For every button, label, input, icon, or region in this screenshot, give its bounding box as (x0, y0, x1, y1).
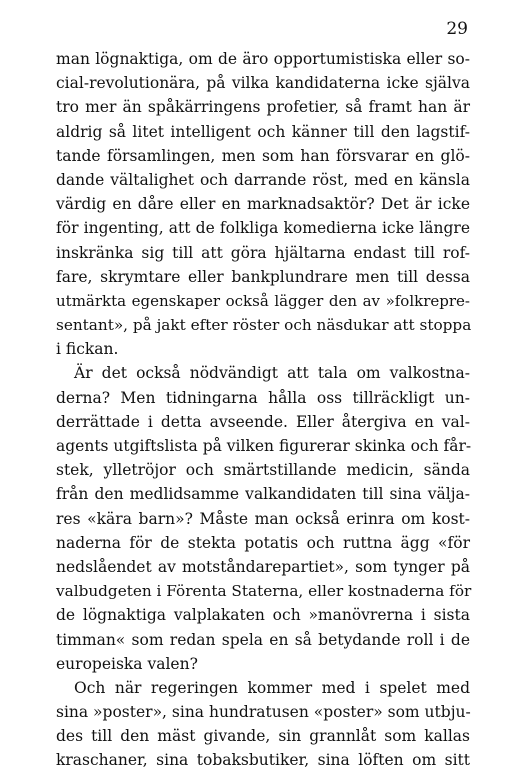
text-line: europeiska valen? (56, 654, 198, 673)
text-line: aldrig så litet intelligent och känner till den lagstif- (56, 122, 470, 141)
text-line: de lögnaktiga valplakaten och »manövrerna i sista (56, 606, 470, 625)
text-line: värdig en dåre eller en marknadsaktör? Det är icke (56, 195, 470, 214)
text-line: cial-revolutionära, på vilka kandidaterna icke själva (56, 74, 470, 93)
text-line: kraschaner, sina tobaksbutiker, sina löften om sitt (56, 751, 470, 770)
text-line: valbudgeten i Förenta Staterna, eller kostnaderna för (56, 582, 472, 601)
text-line: sentant», på jakt efter röster och näsdukar att stoppa (56, 316, 472, 335)
text-line: sina »poster», sina hundratusen «poster» som utbju- (56, 703, 471, 722)
text-line: i fickan. (56, 340, 119, 359)
text-line: inskränka sig till att göra hjältarna endast till rof- (56, 243, 470, 262)
text-line: Och när regeringen kommer med i spelet med (74, 678, 470, 697)
page-number: 29 (446, 19, 468, 39)
text-line: fare, skrymtare eller bankplundrare men till dessa (56, 267, 470, 286)
text-line: res «kära barn»? Måste man också erinra om kost- (56, 509, 470, 528)
text-line: tro mer än spåkärringens profetier, så framt han är (56, 98, 470, 117)
text-line: des till den mäst givande, sin grannlåt som kallas (56, 727, 470, 746)
text-line: dande vältalighet och darrande röst, med en känsla (56, 170, 470, 189)
text-line: man lögnaktiga, om de äro opportumistiska eller so- (56, 50, 470, 68)
text-line: nedslåendet av motståndarepartiet», som tynger på (56, 557, 470, 576)
text-line: agents utgiftslista på vilken figurerar skinka och får- (56, 437, 472, 455)
text-line: derna? Men tidningarna hålla oss tillräckligt un- (56, 388, 470, 407)
text-line: derrättade i detta avseende. Eller återgiva en val- (56, 412, 470, 431)
text-line: tande församlingen, men som han försvarar en glö- (56, 146, 470, 165)
text-line: timman« som redan spela en så betydande roll i de (56, 630, 470, 649)
text-line: naderna för de stekta potatis och ruttna ägg «för (56, 533, 470, 552)
text-line: stek, ylletröjor och smärtstillande medicin, sända (56, 461, 470, 480)
body-text (56, 47, 470, 773)
text-line: utmärkta egenskaper också lägger den av »folkrepre- (56, 291, 470, 310)
text-line: för ingenting, att de folkliga komedierna icke längre (56, 219, 470, 238)
text-line: Är det också nödvändigt att tala om valkostna- (74, 364, 470, 383)
text-line: från den medlidsamme valkandidaten till sina välja- (56, 485, 470, 504)
